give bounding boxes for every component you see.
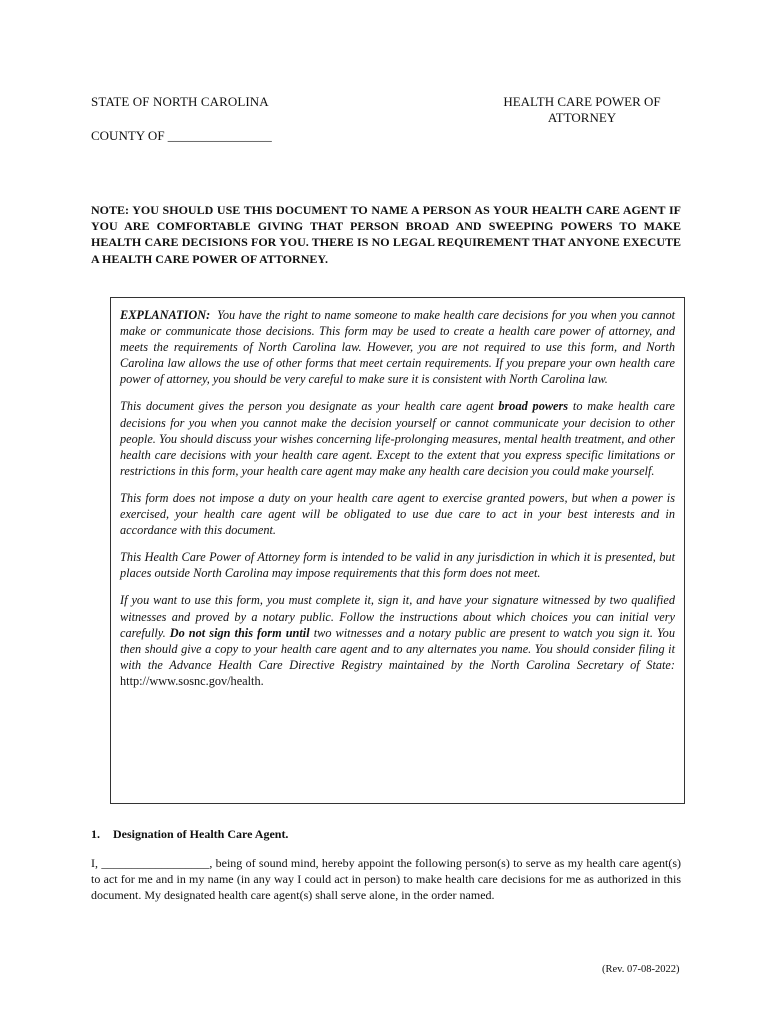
explanation-paragraph-2 — [120, 398, 675, 478]
explanation-text-2a: This document gives the person you designate as your health care agent — [120, 399, 499, 414]
do-not-sign-emphasis: Do not sign this form until — [169, 625, 310, 640]
explanation-paragraph-5 — [120, 592, 675, 689]
county-line: COUNTY OF ________________ — [91, 128, 272, 143]
explanation-text-2b: to make health care decisions for you when you cannot make the decision yourself or cannot communicate your decision to other people. You should discuss your wishes concerning life-prolonging measures, mental health treatment, and other health care decisions with your health care agent. Except to the extent that you express specific limitations or restrictions in this form, your health care agent may make any health care decision you could make yourself. — [120, 399, 675, 478]
section-1-heading — [91, 827, 288, 842]
revision-date: (Rev. 07-08-2022) — [602, 964, 680, 975]
explanation-text-5a: If you want to use this form, you must complete it, sign it, and have your signature witnessed by two qualified witnesses and proved by a notary public. Follow the instructions about which choices you can initial very carefully. — [120, 593, 675, 640]
note-paragraph: NOTE: YOU SHOULD USE THIS DOCUMENT TO NAME A PERSON AS YOUR HEALTH CARE AGENT IF YOU ARE COMFORTABLE GIVING THAT PERSON BROAD AND SWEEPING POWERS TO MAKE HEALTH CARE DECISIONS FOR YOU. THERE IS NO LEGAL REQUIREMENT THAT ANYONE EXECUTE A HEALTH CARE POWER OF ATTORNEY. — [91, 203, 681, 266]
document-title: HEALTH CARE POWER OF ATTORNEY — [503, 94, 661, 125]
explanation-box — [110, 297, 685, 804]
broad-powers-emphasis: broad powers — [498, 399, 569, 414]
explanation-text-5b: two witnesses and a notary public are present to watch you sign it. You then should give a copy to your health care agent and to any alternates you name. You should consider filing it with the Advance Health Care Directive Registry maintained by the North Carolina Secretary of State: — [120, 625, 675, 672]
section-number: 1. — [91, 827, 100, 841]
explanation-paragraph-4: This Health Care Power of Attorney form is intended to be valid in any jurisdiction in which it is presented, but places outside North Carolina may impose requirements that this form does not meet. — [120, 550, 675, 581]
section-title: Designation of Health Care Agent. — [113, 827, 289, 841]
explanation-label: EXPLANATION: — [120, 308, 211, 322]
state-heading: STATE OF NORTH CAROLINA — [91, 94, 269, 109]
explanation-paragraph-1 — [120, 307, 675, 387]
explanation-paragraph-3: This form does not impose a duty on your health care agent to exercise granted powers, but when a power is exercised, your health care agent will be obligated to use due care to act in your best interests and in accordance with this document. — [120, 490, 675, 538]
explanation-text-1: You have the right to name someone to make health care decisions for you when you cannot make or communicate those decisions. This form may be used to create a health care power of attorney, and meets the requirements of North Carolina law. However, you are not required to use this form, and North Carolina law allows the use of other forms that meet certain requirements. If you prepare your own health care power of attorney, you should be very careful to make sure it is consistent with North Carolina law. — [120, 308, 676, 387]
registry-url: http://www.sosnc.gov/health. — [120, 673, 264, 688]
section-1-body: I, __________________, being of sound mind, hereby appoint the following person(s) to serve as my health care agent(s) to act for me and in my name (in any way I could act in person) to make health care decisions for me as authorized in this document. My designated health care agent(s) shall serve alone, in the order named. — [91, 856, 681, 903]
